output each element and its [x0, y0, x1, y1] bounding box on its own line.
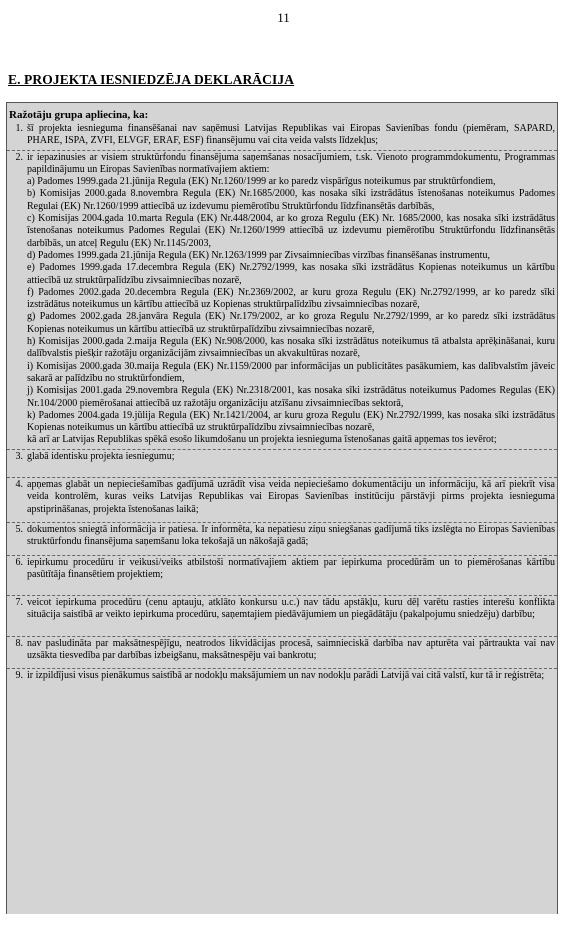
- item-text: dokumentos sniegtā informācija ir patiesa. Ir informēta, ka nepatiesu ziņu sniegšanas gadījumā tiks izslēgta no Eiropas Savienības struktūrfondu finansējuma saņemšanu loka tekošajā un nākošajā gadā;: [27, 523, 555, 548]
- item-text: šī projekta iesnieguma finansēšanai nav saņēmusi Latvijas Republikas vai Eiropas Savienības fondu (piemēram, SAPARD, PHARE, ISPA, ZVFI, ELVGF, ERAF, ESF) finansējumu vai cita veida valsts līdzekļus;: [27, 123, 555, 147]
- regulation-k: k) Padomes 2004.gada 19.jūlija Regula (EK) Nr.1421/2004, ar kuru groza Regulu (EK) Nr.2792/1999, kas nosaka sīki izstrādātus Kopienas noteikumus un kārtību attiecībā uz struktūrpalīdzību zivsaimniecības nozarē,: [27, 409, 555, 434]
- item-number: 7.: [15, 597, 23, 609]
- declaration-box: [6, 102, 558, 914]
- declaration-item-2: [7, 150, 557, 449]
- regulation-j: j) Komisijas 2001.gada 29.novembra Regula (EK) Nr.2318/2001, kas nosaka sīki izstrādātus noteikumus Padomes Regulas (EK) Nr.104/2000 piemērošanai attiecībā uz ražotāju organizāciju atzīšanu zivsaimniecības sektorā,: [27, 385, 555, 409]
- item-number: 1.: [15, 123, 23, 134]
- declaration-item-7: [7, 595, 557, 636]
- item-text: veicot iepirkuma procedūru (cenu aptauju, atklāto konkursu u.c.) nav tādu apstākļu, kuru dēļ varētu rasties interešu konflikta situācija saistībā ar veikto iepirkuma procedūru, saņemtajiem piedāvājumiem un piegādātāju (pakalpojumu sniedzēju) darbību;: [27, 597, 555, 621]
- declaration-item-4: [7, 477, 557, 522]
- declaration-item-3: [7, 449, 557, 477]
- regulation-b: b) Komisijas 2000.gada 8.novembra Regula (EK) Nr.1685/2000, kas nosaka sīki izstrādātus īstenošanas noteikumus Padomes Regulai (EK) Nr.1260/1999 attiecībā uz izdevumu piemērotību Struktūrfondu līdzfinansētās darbībās,: [27, 188, 555, 212]
- item-text: [27, 152, 555, 447]
- item-number: 2.: [15, 151, 23, 163]
- regulation-c: c) Komisijas 2004.gada 10.marta Regula (EK) Nr.448/2004, ar ko groza Regulu (EK) Nr. 1685/2000, kas nosaka sīki izstrādātus īstenošanas noteikumus Padomes Regulai (EK) Nr.1260/1999 attiecībā uz izdevumu piemērotību Struktūrfondu līdzfinansētās darbībās, un atceļ Regulu (EK) Nr.1145/2003,: [27, 213, 555, 249]
- declaration-header: Ražotāju grupa apliecina, ka:: [9, 109, 149, 121]
- item-text: ir izpildījusi visus pienākumus saistībā ar nodokļu maksājumiem un nav nodokļu parādi Latvijā vai citā valstī, kur tā ir reģistrēta;: [27, 670, 545, 682]
- declaration-item-1: [7, 122, 557, 150]
- item-text: glabā identisku projekta iesniegumu;: [27, 450, 175, 462]
- item-text: iepirkumu procedūru ir veikusi/veiks atbilstoši normatīvajiem aktiem par iepirkuma procedūrām un to piemērošanas kārtību pasūtītāja finansētiem projektiem;: [27, 556, 555, 580]
- regulation-h: h) Komisijas 2000.gada 2.maija Regula (EK) Nr.908/2000, kas nosaka sīki izstrādātus noteikumus tā atbalsta aprēķināšanai, kuru dalībvalstis piešķir ražotāju organizācijām zivsaimniecības un akvakultūras nozarē,: [27, 336, 555, 360]
- section-title: E. PROJEKTA IESNIEDZĒJA DEKLARĀCIJA: [8, 72, 295, 87]
- declaration-item-8: [7, 636, 557, 669]
- regulation-i: i) Komisijas 2000.gada 30.maija Regula (EK) Nr.1159/2000 par informācijas un publicitātes pasākumiem, kas dalībvalstīm jāveic sakarā ar palīdzību no struktūrfondiem,: [27, 360, 555, 384]
- item-outro: kā arī ar Latvijas Republikas spēkā esošo likumdošanu un projekta iesnieguma īstenošanas gaitā apņemas tos ievērot;: [27, 434, 497, 446]
- item-text: apņemas glabāt un nepieciešamības gadījumā uzrādīt visa veida nepieciešamo dokumentāciju un informāciju, kā arī piekrīt visa veida kontrolēm, kuras veiks Latvijas Republikas vai Eiropas Savienības institūciju pārstāvji pirms projekta iesnieguma apstiprināšanas, projekta īstenošanas laikā;: [27, 479, 555, 515]
- declaration-item-6: [7, 555, 557, 596]
- item-number: 9.: [15, 670, 23, 682]
- declaration-item-5: [7, 522, 557, 555]
- item-number: 3.: [15, 450, 23, 462]
- item-text: nav pasludināta par maksātnespējīgu, neatrodos likvidācijas procesā, saimnieciskā darbība nav apturēta vai pārtraukta vai nav uzsākta tiesvedība par darbības izbeigšanu, maksātnespēju vai bankrotu;: [27, 637, 555, 661]
- regulation-g: g) Padomes 2002.gada 28.janvāra Regula (EK) Nr.179/2002, ar ko groza Regulu Nr.2792/1999, ar ko paredz sīki izstrādātus Kopienas noteikumus un kārtību attiecībā uz struktūrpalīdzību zivsaimniecības nozarē,: [27, 311, 555, 335]
- regulation-f: f) Padomes 2002.gada 20.decembra Regula (EK) Nr.2369/2002, ar kuru groza Regulu (EK) Nr.2792/1999, ar ko paredz sīki izstrādātus noteikumus un kārtību attiecībā uz Kopienas struktūrpalīdzību zivsaimniecības nozarē,: [27, 286, 555, 311]
- item-number: 8.: [15, 637, 23, 649]
- item-number: 5.: [15, 523, 23, 535]
- declaration-item-9: [7, 668, 557, 684]
- regulation-e: e) Padomes 1999.gada 17.decembra Regula (EK) Nr.2792/1999, kas nosaka sīki izstrādātus Kopienas noteikumus un kārtību attiecībā uz struktūrpalīdzību zivsaimniecības nozarē,: [27, 262, 555, 286]
- item-number: 6.: [15, 556, 23, 568]
- regulation-d: d) Padomes 1999.gada 21.jūnija Regula (EK) Nr.1263/1999 par Zivsaimniecības virzības finansēšanas instrumentu,: [27, 249, 490, 261]
- item-number: 4.: [15, 479, 23, 491]
- item-intro: ir iepazinusies ar visiem struktūrfondu finansējuma saņemšanas nosacījumiem, t.sk. Vienoto programmdokumentu, Programmas papildinājumu un Eiropas Savienības normatīvajiem aktiem:: [27, 151, 555, 175]
- page-number: 11: [277, 10, 290, 25]
- regulation-a: a) Padomes 1999.gada 21.jūnija Regula (EK) Nr.1260/1999 ar ko paredz vispārīgus noteikumus par struktūrfondiem,: [27, 176, 496, 188]
